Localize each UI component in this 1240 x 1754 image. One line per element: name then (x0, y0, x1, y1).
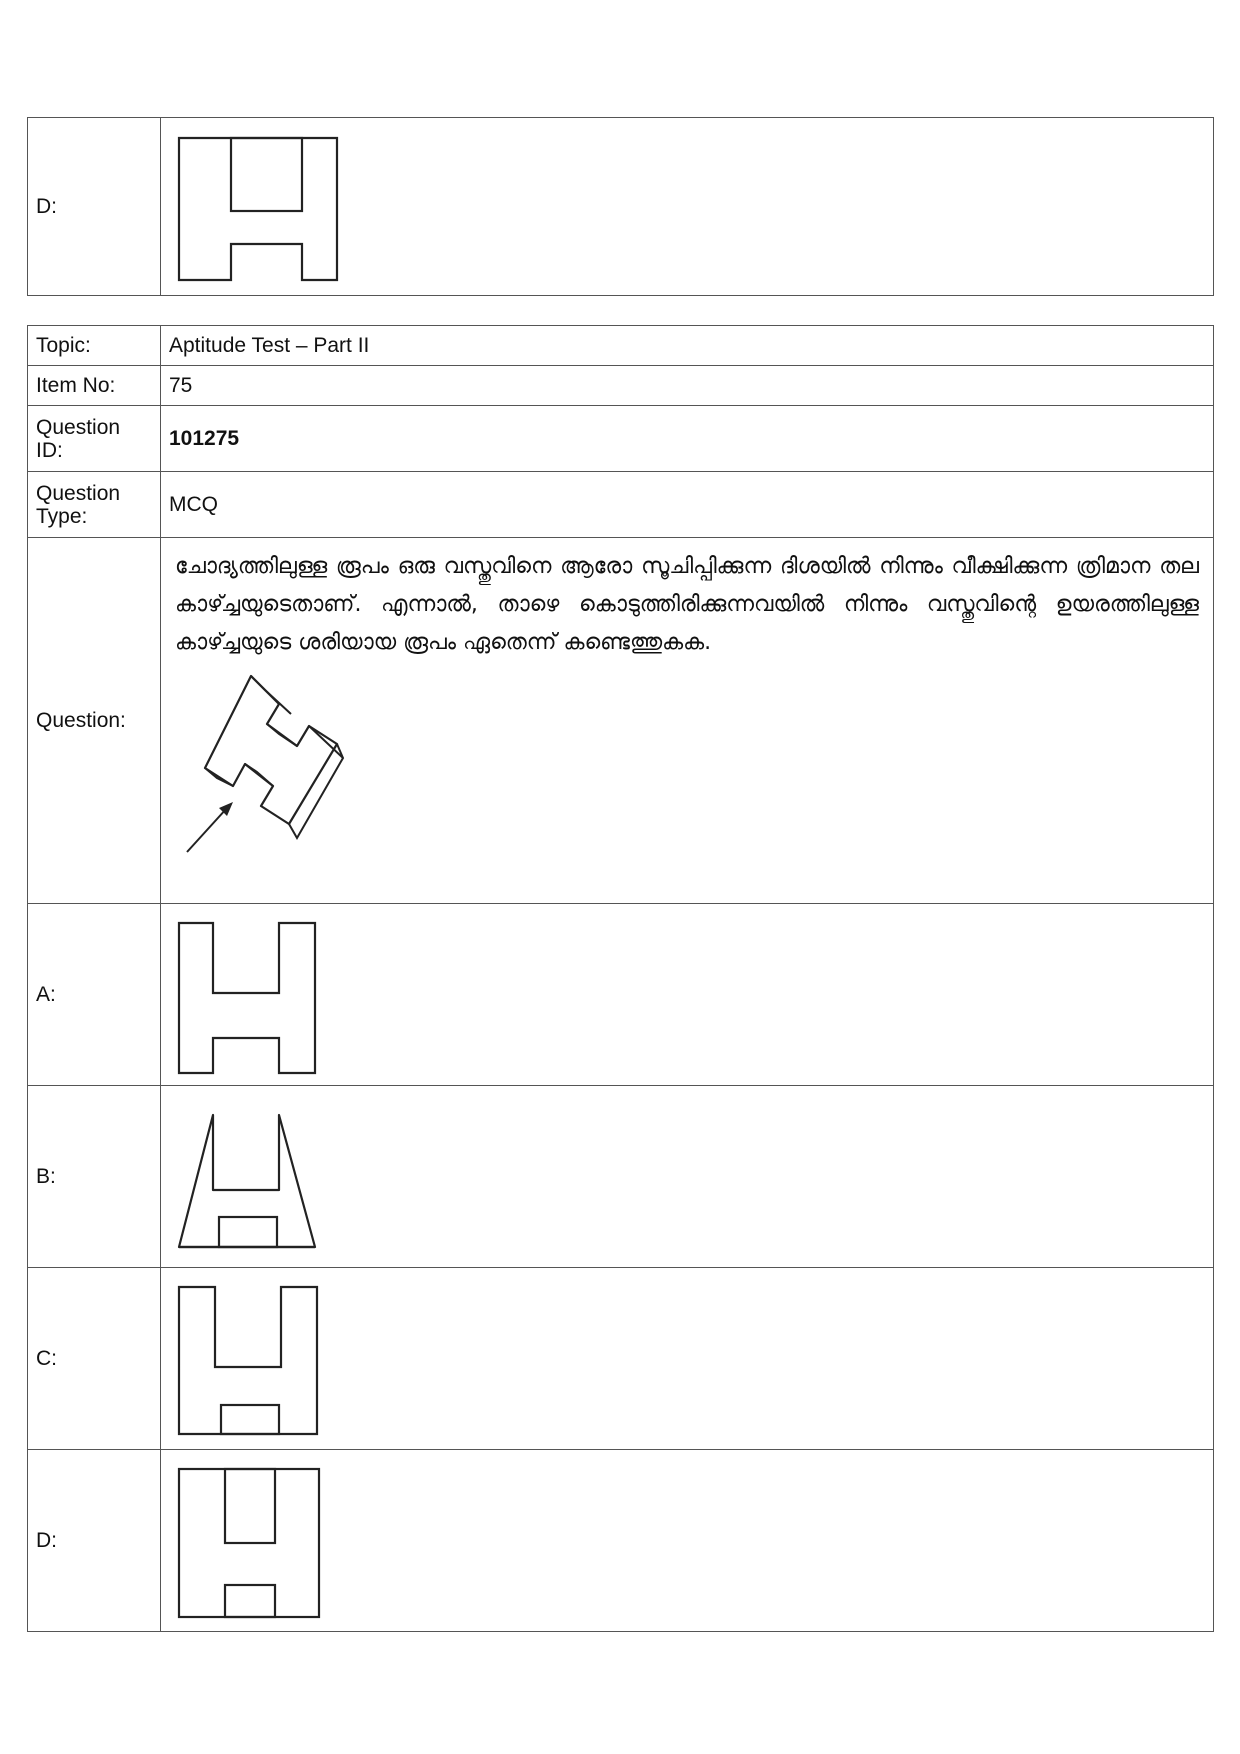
previous-question-table (27, 117, 1214, 296)
option-a-figure-cell (161, 904, 1214, 1086)
trapezoid-h-figure-icon (169, 1097, 339, 1257)
isometric-h-block-icon (169, 664, 349, 864)
question-label: Question: (28, 538, 161, 904)
option-a-label: A: (28, 904, 161, 1086)
question-id-value: 101275 (161, 406, 1214, 472)
question-id-label: Question ID: (28, 406, 161, 472)
option-b-figure-cell (161, 1086, 1214, 1268)
option-c-figure-cell (161, 1268, 1214, 1450)
item-no-value: 75 (161, 366, 1214, 406)
option-label: D: (28, 118, 161, 296)
topic-label: Topic: (28, 326, 161, 366)
question-table (27, 325, 1214, 1632)
question-type-label: Question Type: (28, 472, 161, 538)
option-d-figure-cell (161, 1450, 1214, 1632)
question-content (161, 538, 1214, 904)
question-type-value: MCQ (161, 472, 1214, 538)
option-c-label: C: (28, 1268, 161, 1450)
h-shape-figure-icon (169, 1461, 339, 1621)
h-shape-figure-icon (169, 915, 339, 1075)
topic-value: Aptitude Test – Part II (161, 326, 1214, 366)
question-text: ചോദ്യത്തിലുള്ള രൂപം ഒരു വസ്തുവിനെ ആരോ സൂചിപ്പിക്കുന്ന ദിശയിൽ നിന്നും വീക്ഷിക്കുന്ന ത്രിമാന തല കാഴ്ച്ചയുടെതാണ്. എന്നാൽ, താഴെ കൊടുത്തിരിക്കുന്നവയിൽ നിന്നും വസ്തുവിന്റെ ഉയരത്തിലുള്ള കാഴ്ച്ചയുടെ ശരിയായ രൂപം ഏതെന്ന് കണ്ടെത്തുകക. (175, 554, 1199, 655)
item-no-label: Item No: (28, 366, 161, 406)
option-figure-cell (161, 118, 1214, 296)
option-d-label: D: (28, 1450, 161, 1632)
h-shape-figure-icon (169, 1279, 339, 1439)
h-shape-figure-icon (169, 132, 359, 282)
option-b-label: B: (28, 1086, 161, 1268)
